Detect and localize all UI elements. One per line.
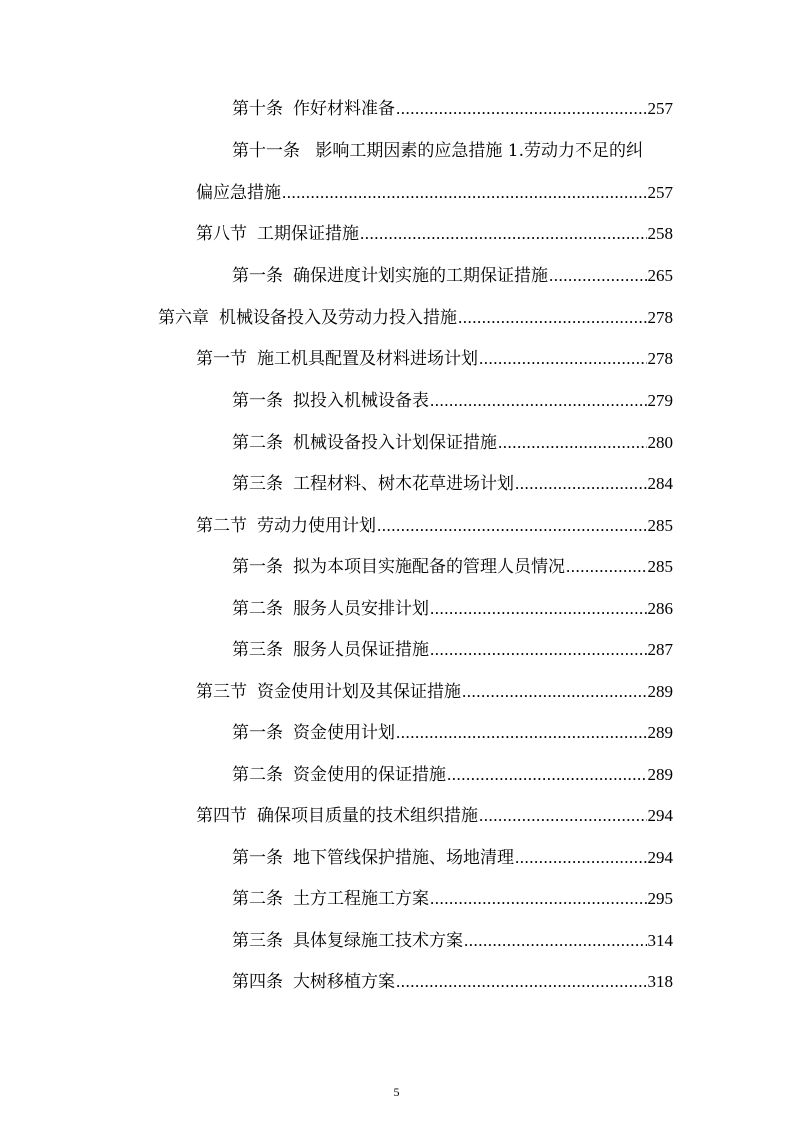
- toc-page-number: 287: [647, 640, 673, 659]
- toc-entry-number: 第二条: [232, 889, 283, 909]
- toc-entry-title: 服务人员保证措施: [293, 640, 429, 660]
- toc-dot-leader: [515, 472, 647, 496]
- toc-entry: [0, 347, 793, 381]
- toc-entry: [0, 638, 793, 672]
- toc-entry: [0, 846, 793, 880]
- toc-page-number: 295: [647, 889, 673, 908]
- toc-entry: [0, 97, 793, 131]
- toc-dot-leader: [360, 222, 647, 246]
- toc-dot-leader: [498, 431, 647, 455]
- toc-page-number: 278: [647, 308, 673, 327]
- toc-entry: [0, 970, 793, 1004]
- toc-entry-number: 第二条: [232, 433, 283, 453]
- toc-dot-leader: [396, 97, 647, 121]
- toc-entry-number: 第三条: [232, 640, 283, 660]
- toc-entry: [0, 597, 793, 631]
- toc-entry-title: 地下管线保护措施、场地清理: [293, 848, 514, 868]
- toc-dot-leader: [464, 929, 647, 953]
- toc-page-number: 280: [647, 433, 673, 452]
- toc-dot-leader: [396, 970, 647, 994]
- toc-entry: [0, 514, 793, 548]
- toc-entry-number: 第二条: [232, 599, 283, 619]
- toc-entry-title: 资金使用的保证措施: [293, 765, 446, 785]
- toc-dot-leader: [447, 763, 647, 787]
- toc-entry: [0, 264, 793, 298]
- toc-entry: [0, 555, 793, 589]
- toc-page-number: 257: [647, 99, 673, 118]
- toc-page-number: 294: [647, 806, 673, 825]
- toc-entry-title: 作好材料准备: [293, 99, 395, 119]
- toc-page-number: 265: [647, 266, 673, 285]
- toc-page-number: 289: [647, 682, 673, 701]
- toc-page-number: 286: [647, 599, 673, 618]
- toc-entry-number: 第六章: [158, 308, 209, 328]
- toc-page-number: 314: [647, 931, 673, 950]
- toc-page-number: 294: [647, 848, 673, 867]
- toc-page-number: 289: [647, 765, 673, 784]
- toc-entry-number: 第一条: [232, 266, 283, 286]
- toc-entry-number: 第三条: [232, 474, 283, 494]
- toc-entry-title: 资金使用计划及其保证措施: [257, 682, 461, 702]
- toc-entry: [0, 139, 793, 173]
- toc-entry-number: 第一节: [196, 349, 247, 369]
- toc-entry: [0, 431, 793, 465]
- toc-page-number: 285: [647, 557, 673, 576]
- toc-page-number: 284: [647, 474, 673, 493]
- toc-entry-number: 第二节: [196, 516, 247, 536]
- toc-entry-title: 资金使用计划: [293, 723, 395, 743]
- toc-dot-leader: [515, 846, 647, 870]
- toc-page-number: 285: [647, 516, 673, 535]
- toc-entry-title: 施工机具配置及材料进场计划: [257, 349, 478, 369]
- toc-entry-title-line1: 影响工期因素的应急措施 1.劳动力不足的纠: [315, 141, 644, 161]
- toc-entry-number: 第八节: [196, 224, 247, 244]
- toc-entry-number: 第三节: [196, 682, 247, 702]
- toc-entry-title: 工程材料、树木花草进场计划: [293, 474, 514, 494]
- toc-entry: [0, 389, 793, 423]
- toc-entry: [0, 763, 793, 797]
- toc-page-number: 318: [647, 972, 673, 991]
- toc-entry-number: 第四节: [196, 806, 247, 826]
- toc-entry-title: 土方工程施工方案: [293, 889, 429, 909]
- toc-dot-leader: [396, 721, 647, 745]
- toc-dot-leader: [377, 514, 647, 538]
- toc-entry: [0, 887, 793, 921]
- toc-entry-title: 拟投入机械设备表: [293, 391, 429, 411]
- toc-entry-number: 第一条: [232, 848, 283, 868]
- toc-dot-leader: [549, 264, 647, 288]
- toc-entry-title: 机械设备投入及劳动力投入措施: [219, 308, 457, 328]
- toc-page-number: 278: [647, 349, 673, 368]
- toc-entry: [0, 721, 793, 755]
- toc-dot-leader: [462, 680, 647, 704]
- toc-entry: [0, 804, 793, 838]
- toc-dot-leader: [282, 181, 647, 205]
- toc-entry-title: 劳动力使用计划: [257, 516, 376, 536]
- toc-entry: [0, 306, 793, 340]
- toc-dot-leader: [430, 389, 647, 413]
- toc-dot-leader: [479, 804, 647, 828]
- toc-dot-leader: [430, 887, 647, 911]
- toc-entry-title: 拟为本项目实施配备的管理人员情况: [293, 557, 565, 577]
- page-footer-number: 5: [393, 1085, 400, 1099]
- toc-entry-number: 第二条: [232, 765, 283, 785]
- toc-dot-leader: [430, 638, 647, 662]
- toc-entry: [0, 222, 793, 256]
- toc-entry-number: 第十条: [232, 99, 283, 119]
- toc-page-number: 257: [647, 183, 673, 202]
- toc-page-number: 289: [647, 723, 673, 742]
- toc-dot-leader: [479, 347, 647, 371]
- toc-entry-title: 服务人员安排计划: [293, 599, 429, 619]
- toc-entry-title: 工期保证措施: [257, 224, 359, 244]
- toc-entry-title: 大树移植方案: [293, 972, 395, 992]
- toc-entry: [0, 929, 793, 963]
- toc-entry-number: 第三条: [232, 931, 283, 951]
- toc-entry-title: 具体复绿施工技术方案: [293, 931, 463, 951]
- toc-entry-number: 第十一条: [232, 141, 300, 161]
- toc-entry-title-line2: 偏应急措施: [196, 183, 281, 203]
- toc-dot-leader: [566, 555, 647, 579]
- toc-entry-number: 第一条: [232, 391, 283, 411]
- toc-entry-title: 确保进度计划实施的工期保证措施: [293, 266, 548, 286]
- toc-entry-continuation: [0, 181, 793, 215]
- toc-page-number: 279: [647, 391, 673, 410]
- toc-entry-title: 机械设备投入计划保证措施: [293, 433, 497, 453]
- toc-entry: [0, 680, 793, 714]
- toc-entry-number: 第一条: [232, 723, 283, 743]
- toc-page-number: 258: [647, 224, 673, 243]
- toc-entry-number: 第四条: [232, 972, 283, 992]
- toc-entry: [0, 472, 793, 506]
- toc-dot-leader: [430, 597, 647, 621]
- toc-dot-leader: [458, 306, 647, 330]
- toc-entry-title: 确保项目质量的技术组织措施: [257, 806, 478, 826]
- toc-entry-number: 第一条: [232, 557, 283, 577]
